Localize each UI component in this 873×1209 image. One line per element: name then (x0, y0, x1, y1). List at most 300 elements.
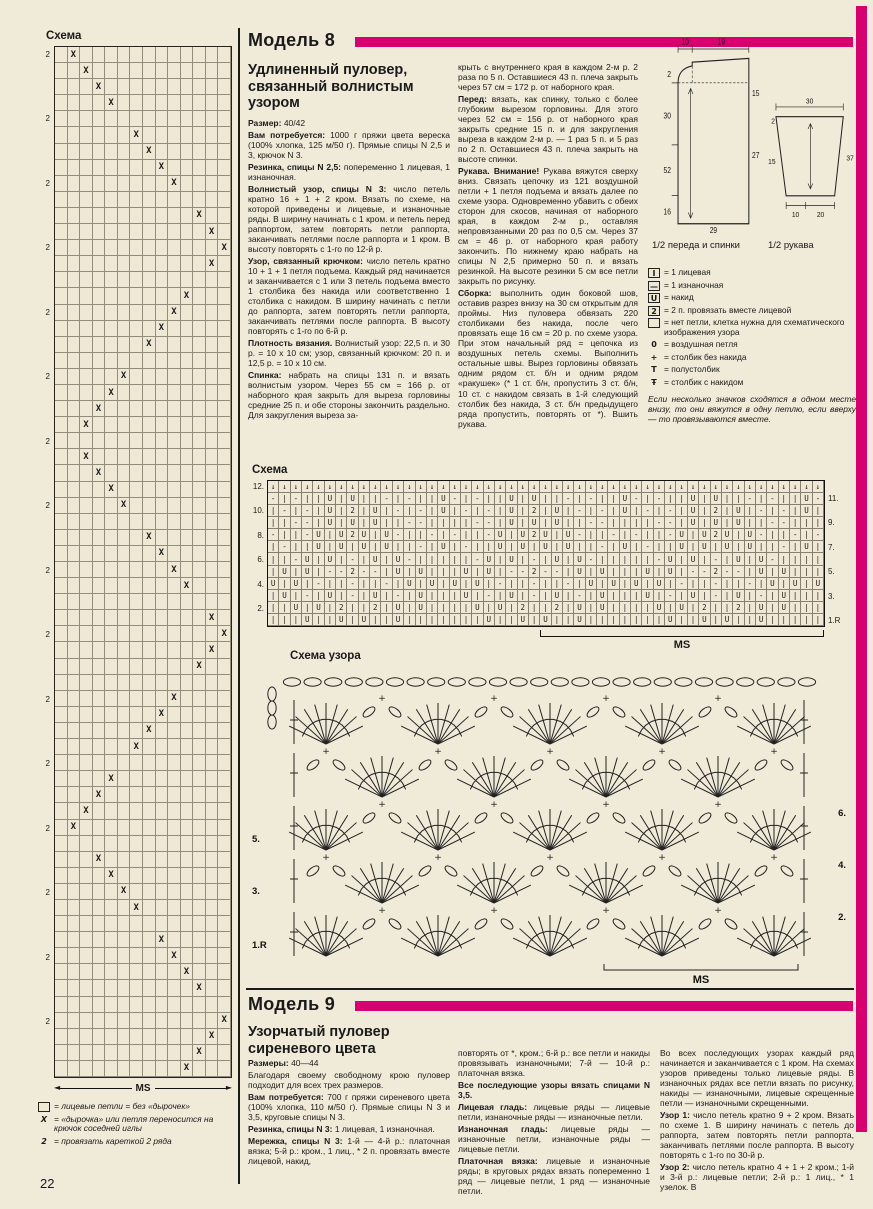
chart-cell: ↓ (438, 481, 449, 493)
chart-cell (181, 514, 194, 530)
chart-cell (168, 449, 181, 465)
chart-cell: U (529, 517, 540, 529)
chart-cell (93, 433, 106, 449)
chart-cell: | (779, 529, 790, 541)
chart-cell: | (608, 493, 619, 505)
chart-cell (130, 144, 143, 160)
legend-text: = полустолбик (664, 364, 720, 375)
chart-cell: - (711, 553, 722, 565)
chart-cell: ↓ (393, 481, 404, 493)
chart-cell (80, 95, 93, 111)
row-label: 1.R (828, 616, 841, 626)
chart-cell (55, 449, 68, 465)
chart-cell (218, 465, 231, 481)
chart-cell (105, 852, 118, 868)
chart-cell (55, 240, 68, 256)
paragraph: Плотность вязания. Волнистый узор: 22,5 п. и 30 р. = 10 х 10 см; узор, связанный крючком: 20 п. и 12,5 р. = 10 х 10 см. (248, 338, 451, 369)
chart-cell: ↓ (813, 481, 824, 493)
chart-cell: | (336, 553, 347, 565)
chart-cell: | (597, 493, 608, 505)
chart-cell (206, 820, 219, 836)
chart-cell (143, 47, 156, 63)
chart-cell: U (438, 505, 449, 517)
chart-cell: ↓ (801, 481, 812, 493)
chart-cell: - (404, 553, 415, 565)
chart-cell: X (206, 642, 219, 658)
front-caption: 1/2 переда и спинки (652, 240, 740, 251)
chart-cell (118, 755, 131, 771)
chart-cell (181, 433, 194, 449)
chart-cell (168, 79, 181, 95)
chart-cell (181, 144, 194, 160)
dim-16: 16 (663, 206, 671, 217)
chart-cell (143, 127, 156, 143)
chart-cell (143, 642, 156, 658)
chart-cell (130, 1061, 143, 1077)
chart-cell: | (506, 602, 517, 614)
chart-cell (181, 803, 194, 819)
chart-cell: | (472, 505, 483, 517)
chart-cell (130, 964, 143, 980)
chart-cell: | (325, 578, 336, 590)
chart-cell: | (450, 590, 461, 602)
chart-cell (193, 723, 206, 739)
chart-cell: 2 (336, 602, 347, 614)
chart-cell (93, 948, 106, 964)
chart-cell (93, 997, 106, 1013)
chart-cell (143, 79, 156, 95)
model8-accent-bar (355, 37, 853, 47)
paragraph: Узор 1: число петель кратно 9 + 2 кром. Вязать по схеме 1. В ширину начинать с петель до раппорта, затем повторять петли раппорта, заканчивать петлями после раппорта. В высоту повторять с 1-го по 30-й р. (660, 1110, 855, 1161)
chart-cell: | (359, 553, 370, 565)
chart-cell (130, 353, 143, 369)
chart-cell: | (574, 541, 585, 553)
chart-cell: | (302, 541, 313, 553)
chart-cell: - (461, 541, 472, 553)
chart-cell (143, 63, 156, 79)
chart-cell (118, 1061, 131, 1077)
paragraph: Размеры: 40—44 (248, 1058, 319, 1068)
chart-cell (156, 433, 169, 449)
chart-cell: X (118, 884, 131, 900)
row-label: 2 (45, 243, 50, 253)
chart-cell (105, 642, 118, 658)
chart-cell: ↓ (529, 481, 540, 493)
chart-cell: | (472, 590, 483, 602)
chart-cell: | (801, 602, 812, 614)
chart-cell: U (574, 566, 585, 578)
chart-cell (206, 111, 219, 127)
chart-cell (105, 932, 118, 948)
chart-cell: U (359, 529, 370, 541)
chart-cell (55, 353, 68, 369)
chart-cell (181, 820, 194, 836)
chart-cell (130, 980, 143, 996)
chart-cell (105, 272, 118, 288)
chart-cell (143, 997, 156, 1013)
chart-cell (156, 144, 169, 160)
chart-cell (156, 916, 169, 932)
chart-cell (68, 208, 81, 224)
chart-cell (181, 723, 194, 739)
chart-cell: X (93, 465, 106, 481)
chart-cell (206, 482, 219, 498)
chart-cell: | (676, 505, 687, 517)
chart-cell (193, 240, 206, 256)
chart-cell: U (552, 517, 563, 529)
chart-cell: X (156, 546, 169, 562)
chart-cell: - (586, 493, 597, 505)
chart-cell: - (665, 517, 676, 529)
chart-cell (193, 63, 206, 79)
left-chart-ms (54, 1082, 232, 1094)
chart-cell (130, 675, 143, 691)
chart-cell (118, 707, 131, 723)
chart-cell: - (484, 505, 495, 517)
chart-cell (156, 948, 169, 964)
chart-cell: ↓ (313, 481, 324, 493)
chart-cell (55, 755, 68, 771)
chart-cell: X (181, 964, 194, 980)
left-chart-grid (54, 46, 232, 1078)
chart-cell (218, 449, 231, 465)
chart-cell (130, 723, 143, 739)
chart-cell (168, 63, 181, 79)
chart-cell: - (597, 517, 608, 529)
chart-cell (206, 1061, 219, 1077)
chart-cell (206, 417, 219, 433)
chart-cell (130, 820, 143, 836)
chart-cell: - (552, 566, 563, 578)
chart-cell (68, 514, 81, 530)
chart-cell (206, 465, 219, 481)
chart-cell: | (370, 578, 381, 590)
chart-cell (168, 610, 181, 626)
legend-text: = лицевые петли = без «дырочек» (54, 1101, 190, 1111)
chart-cell (193, 852, 206, 868)
legend-symbol-icon: Ŧ (651, 377, 657, 387)
chart-cell (80, 916, 93, 932)
chart-cell (156, 739, 169, 755)
chart-cell: | (325, 602, 336, 614)
svg-text:+: + (770, 747, 778, 757)
chart-cell (168, 498, 181, 514)
chart-cell (181, 755, 194, 771)
chart-cell (156, 997, 169, 1013)
paragraph: Благодаря своему свободному крою пуловер подходит для всех трех размеров. (248, 1070, 450, 1091)
chart-cell: - (722, 566, 733, 578)
row-label: 2 (45, 694, 50, 704)
chart-cell (156, 288, 169, 304)
chart-cell (218, 562, 231, 578)
chart-cell (80, 836, 93, 852)
svg-text:+: + (714, 906, 722, 916)
row-label (36, 481, 52, 497)
chart-cell: | (767, 590, 778, 602)
chart-cell: ↓ (302, 481, 313, 493)
chart-cell: X (206, 256, 219, 272)
chart-cell (118, 546, 131, 562)
chart-cell: - (790, 529, 801, 541)
chart-cell (143, 465, 156, 481)
chart-cell: | (586, 614, 597, 626)
chart-cell: | (745, 614, 756, 626)
svg-text:+: + (714, 800, 722, 810)
chart-cell: U (506, 553, 517, 565)
chart-cell (143, 691, 156, 707)
paragraph: Узор, связанный крючком: число петель кратно 10 + 1 + 1 петля подъема. Каждый ряд начинается и заканчивается с 1 или 3 петель подъема вместо 1 столбика без накида или соответственно 1 столбика с накидом. В ширину начинать с петли до раппорта, затем повторять петли раппорта, заканчивать петлями после раппорта. В высоту повторять с 1-го по 6-й р. (248, 256, 450, 337)
chart-cell (105, 836, 118, 852)
paragraph: Размер: 40/42 (248, 118, 306, 128)
chart-cell (55, 1061, 68, 1077)
chart-cell: | (620, 529, 631, 541)
row-label: 2 (45, 436, 50, 446)
chart-cell (156, 449, 169, 465)
chart-cell (80, 820, 93, 836)
chart-cell (80, 1061, 93, 1077)
row-label: 7. (828, 542, 835, 552)
chart-cell: | (279, 517, 290, 529)
chart-cell (168, 546, 181, 562)
chart-cell (168, 144, 181, 160)
chart-cell (143, 771, 156, 787)
chart-cell (156, 642, 169, 658)
chart-cell: | (461, 578, 472, 590)
chart-cell: | (450, 566, 461, 578)
chart-cell (193, 514, 206, 530)
row-label: 2 (45, 307, 50, 317)
chart-cell: ↓ (291, 481, 302, 493)
chart-cell: | (313, 590, 324, 602)
chart-cell (143, 160, 156, 176)
chart-cell: | (654, 566, 665, 578)
chart-cell: 2 (711, 529, 722, 541)
chart-cell (105, 176, 118, 192)
chart-cell (168, 95, 181, 111)
chart-cell: ↓ (608, 481, 619, 493)
legend-symbol-icon: + (650, 352, 658, 362)
chart-cell: | (620, 517, 631, 529)
chart-cell: - (336, 566, 347, 578)
chart-cell (206, 916, 219, 932)
chart-cell: | (767, 602, 778, 614)
chart-cell: | (552, 493, 563, 505)
chart-cell: | (608, 602, 619, 614)
chart-cell (218, 176, 231, 192)
chart-cell: - (404, 493, 415, 505)
chart-cell (55, 1045, 68, 1061)
chart-cell: | (313, 614, 324, 626)
chart-cell (168, 900, 181, 916)
chart-cell (130, 787, 143, 803)
chart-cell: ↓ (495, 481, 506, 493)
chart-cell: ↓ (563, 481, 574, 493)
chart-cell (68, 482, 81, 498)
chart-cell (143, 594, 156, 610)
chart-cell: U (506, 517, 517, 529)
chart-cell (218, 482, 231, 498)
chart-cell (130, 321, 143, 337)
chart-cell (218, 127, 231, 143)
chart-cell (105, 288, 118, 304)
model9-title: Узорчатый пуловер сиреневого цвета (248, 1024, 390, 1057)
chart-cell: | (393, 541, 404, 553)
chart-cell: | (529, 602, 540, 614)
chart-cell: | (722, 505, 733, 517)
chart-cell (80, 594, 93, 610)
chart-cell (193, 192, 206, 208)
chart-cell (143, 964, 156, 980)
chart-cell (55, 465, 68, 481)
chart-cell: | (733, 493, 744, 505)
ms-line (60, 1088, 131, 1089)
chart-cell (181, 449, 194, 465)
chart-cell (105, 578, 118, 594)
chart-cell (193, 546, 206, 562)
chart-cell: | (347, 602, 358, 614)
chart-cell: | (654, 541, 665, 553)
chart-cell: | (745, 505, 756, 517)
row-label (36, 449, 52, 465)
row-label (36, 352, 52, 368)
chart-cell: | (790, 590, 801, 602)
chart-cell: X (156, 321, 169, 337)
chart-cell (93, 739, 106, 755)
chart-cell (68, 707, 81, 723)
chart-cell (143, 176, 156, 192)
chart-cell (168, 659, 181, 675)
chart-cell (80, 659, 93, 675)
chart-cell (68, 852, 81, 868)
chart-cell (143, 578, 156, 594)
chart-cell: U (676, 602, 687, 614)
chart-cell: 2 (699, 602, 710, 614)
chart-cell (130, 852, 143, 868)
chart-cell: U (381, 529, 392, 541)
chart-cell: - (484, 517, 495, 529)
legend-item (648, 268, 856, 278)
chart-cell (55, 1013, 68, 1029)
chart-cell: X (156, 932, 169, 948)
chart-cell: X (130, 127, 143, 143)
chart-cell: | (779, 553, 790, 565)
chart-cell (55, 127, 68, 143)
chart-cell (156, 771, 169, 787)
chart-cell (80, 626, 93, 642)
chart-cell: | (370, 493, 381, 505)
legend-text: = 1 изнаночная (664, 279, 724, 290)
chart-cell (55, 594, 68, 610)
chart-cell: ↓ (404, 481, 415, 493)
sleeve-schematic (765, 92, 855, 224)
chart-cell (80, 787, 93, 803)
chart-cell (218, 964, 231, 980)
chart-cell (168, 964, 181, 980)
chart-cell (68, 1061, 81, 1077)
chart-cell: ↓ (325, 481, 336, 493)
chart-cell: | (450, 553, 461, 565)
chart-cell (55, 820, 68, 836)
chart-cell (118, 948, 131, 964)
chart-cell (193, 787, 206, 803)
chart-cell (168, 916, 181, 932)
chart-cell (206, 900, 219, 916)
row-label (36, 272, 52, 288)
chart-cell: | (325, 541, 336, 553)
chart-cell (193, 836, 206, 852)
paragraph: Резинка, спицы N 2,5: попеременно 1 лицевая, 1 изнаночная. (248, 162, 450, 183)
chart-cell (168, 160, 181, 176)
chart-cell (55, 964, 68, 980)
chart-cell: U (801, 541, 812, 553)
chart-cell (118, 610, 131, 626)
chart-cell: U (313, 541, 324, 553)
chart-cell: | (540, 553, 551, 565)
chart-cell (168, 224, 181, 240)
chart-cell: ↓ (279, 481, 290, 493)
chart-cell: | (711, 614, 722, 626)
chart-cell: | (540, 517, 551, 529)
chart-cell: | (642, 614, 653, 626)
chart-cell (181, 208, 194, 224)
chart-cell (218, 900, 231, 916)
svg-text:+: + (490, 800, 498, 810)
row-label (36, 159, 52, 175)
chart-cell (218, 755, 231, 771)
chart-cell (206, 498, 219, 514)
chart-cell: | (631, 517, 642, 529)
chart-cell (156, 305, 169, 321)
chart-cell (55, 916, 68, 932)
chart-cell (118, 836, 131, 852)
chart-cell (206, 675, 219, 691)
chart-cell: U (552, 553, 563, 565)
chart-cell: - (359, 566, 370, 578)
chart-cell: X (105, 771, 118, 787)
chart-cell (156, 353, 169, 369)
chart-cell (130, 224, 143, 240)
chart-cell (118, 594, 131, 610)
chart-cell: U (540, 614, 551, 626)
chart-cell: | (665, 541, 676, 553)
chart-cell: U (699, 529, 710, 541)
chart-cell: U (484, 566, 495, 578)
chart-cell: - (654, 517, 665, 529)
chart-cell (68, 417, 81, 433)
chart-cell: | (291, 614, 302, 626)
row-label (826, 480, 854, 492)
chart-cell (168, 417, 181, 433)
chart-cell (218, 820, 231, 836)
chart-cell (80, 224, 93, 240)
chart-cell (118, 1013, 131, 1029)
chart-cell: | (620, 566, 631, 578)
side-accent-bar (856, 6, 867, 1132)
chart-cell (68, 321, 81, 337)
chart-cell (193, 256, 206, 272)
chart-cell (168, 272, 181, 288)
svg-text:+: + (322, 853, 330, 863)
svg-text:MS: MS (692, 974, 710, 986)
chart-cell (55, 224, 68, 240)
chart-cell (93, 675, 106, 691)
chart-cell (105, 63, 118, 79)
chart-cell (193, 176, 206, 192)
chart-cell: | (563, 505, 574, 517)
chart-cell: | (676, 590, 687, 602)
chart-cell: | (359, 517, 370, 529)
chart-cell (93, 964, 106, 980)
